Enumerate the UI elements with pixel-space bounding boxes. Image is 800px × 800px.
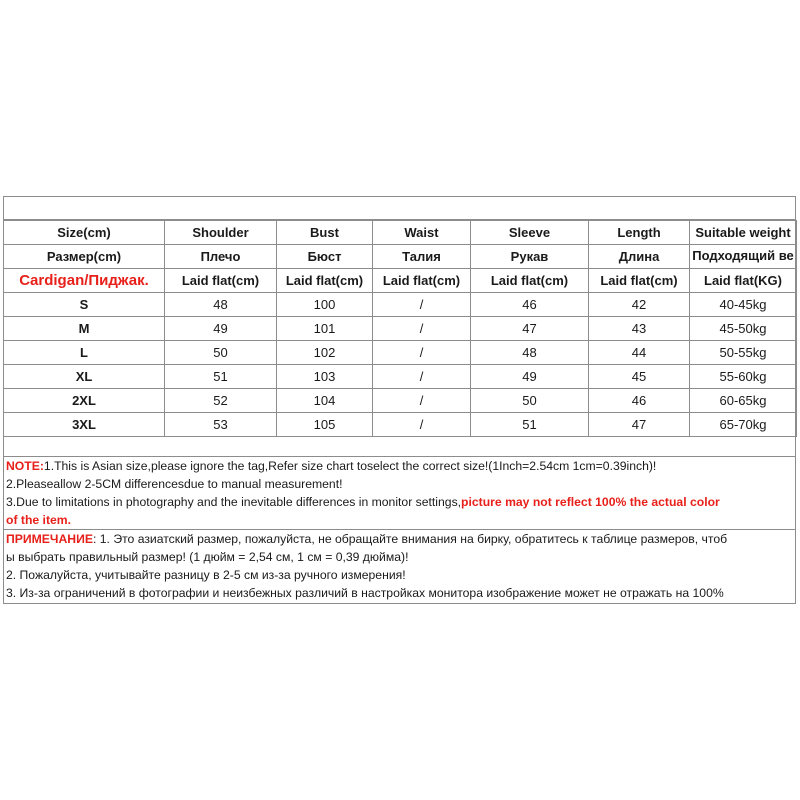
ru-note-line-2: [3, 548, 796, 566]
note-text-2: 2.Pleaseallow 2-5CM differencesdue to manual measurement!: [6, 477, 343, 491]
cell-length: 47: [589, 413, 690, 437]
note-text-3-emphasis-cont: of the item.: [6, 513, 72, 527]
size-chart-table: [3, 220, 797, 437]
cell-length: 45: [589, 365, 690, 389]
cell-bust: 101: [277, 317, 373, 341]
cell-shoulder: 51: [165, 365, 277, 389]
cell-size: M: [4, 317, 165, 341]
cell-sleeve: Laid flat(cm): [471, 269, 589, 293]
ru-note-text-3: 3. Из-за ограничений в фотографии и неизбежных различий в настройках монитора изображение может не отражать на 100%: [6, 586, 724, 600]
cell-weight: 60-65kg: [690, 389, 797, 413]
cell-size: Размер(cm): [4, 245, 165, 269]
cell-weight: 50-55kg: [690, 341, 797, 365]
note-line-2: [3, 475, 796, 493]
cell-length: Laid flat(cm): [589, 269, 690, 293]
table-row: [4, 365, 797, 389]
cell-weight: Laid flat(KG): [690, 269, 797, 293]
cell-length: 43: [589, 317, 690, 341]
cell-sleeve: Рукав: [471, 245, 589, 269]
ru-note-line-1: [3, 530, 796, 548]
cell-shoulder: Laid flat(cm): [165, 269, 277, 293]
cell-shoulder: Shoulder: [165, 221, 277, 245]
cell-size: 3XL: [4, 413, 165, 437]
blank-header-row: [3, 196, 796, 220]
table-row: [4, 341, 797, 365]
cell-length: Длина: [589, 245, 690, 269]
ru-note-line-4: [3, 584, 796, 602]
cell-size: Size(cm): [4, 221, 165, 245]
cell-shoulder: 53: [165, 413, 277, 437]
cell-bust: Бюст: [277, 245, 373, 269]
cell-sleeve: 46: [471, 293, 589, 317]
cell-shoulder: 48: [165, 293, 277, 317]
cell-size: Cardigan/Пиджак.: [4, 269, 165, 293]
table-row: [4, 293, 797, 317]
ru-note-text-1b: ы выбрать правильный размер! (1 дюйм = 2,54 см, 1 см = 0,39 дюйма)!: [6, 550, 409, 564]
cell-waist: /: [373, 317, 471, 341]
cell-bust: Bust: [277, 221, 373, 245]
cell-weight: 45-50kg: [690, 317, 797, 341]
ru-note-label: ПРИМЕЧАНИЕ: [6, 532, 93, 546]
method-row: [4, 269, 797, 293]
cell-size: XL: [4, 365, 165, 389]
cell-waist: Laid flat(cm): [373, 269, 471, 293]
cell-length: Length: [589, 221, 690, 245]
note-label: NOTE:: [6, 459, 44, 473]
cell-weight-text: Подходящий ве: [692, 248, 794, 263]
cell-waist: /: [373, 293, 471, 317]
cell-size: S: [4, 293, 165, 317]
cell-sleeve: 48: [471, 341, 589, 365]
cell-sleeve: 47: [471, 317, 589, 341]
ru-note-text-2: 2. Пожалуйста, учитывайте разницу в 2-5 см из-за ручного измерения!: [6, 568, 406, 582]
cell-waist: Waist: [373, 221, 471, 245]
note-text-3-emphasis: picture may not reflect 100% the actual color: [461, 495, 720, 509]
cell-shoulder: 50: [165, 341, 277, 365]
header-row-en: [4, 221, 797, 245]
note-text-1: 1.This is Asian size,please ignore the tag,Refer size chart toselect the correct size!(1Inch=2.54cm 1cm=0.39inch)!: [43, 459, 657, 473]
cell-waist: Талия: [373, 245, 471, 269]
cell-length: 44: [589, 341, 690, 365]
cell-waist: /: [373, 413, 471, 437]
ru-note-text-1a: : 1. Это азиатский размер, пожалуйста, не обращайте внимания на бирку, обратитесь к таблице размеров, чтоб: [93, 532, 728, 546]
cell-weight: 40-45kg: [690, 293, 797, 317]
cell-sleeve: Sleeve: [471, 221, 589, 245]
cell-sleeve: 49: [471, 365, 589, 389]
note-text-3: 3.Due to limitations in photography and the inevitable differences in monitor settings,: [6, 495, 462, 509]
cell-size: 2XL: [4, 389, 165, 413]
cell-waist: /: [373, 341, 471, 365]
cell-shoulder: 49: [165, 317, 277, 341]
cell-bust: 100: [277, 293, 373, 317]
ru-note-line-3: [3, 566, 796, 584]
note-line-1: [3, 457, 796, 475]
cell-sleeve: 50: [471, 389, 589, 413]
cell-shoulder: 52: [165, 389, 277, 413]
cell-weight: Suitable weight: [690, 221, 797, 245]
cell-weight: [690, 245, 797, 269]
note-line-3: [3, 493, 796, 511]
cell-waist: /: [373, 365, 471, 389]
cell-bust: 102: [277, 341, 373, 365]
cell-size: L: [4, 341, 165, 365]
cell-bust: 103: [277, 365, 373, 389]
note-line-4: [3, 511, 796, 530]
cell-sleeve: 51: [471, 413, 589, 437]
cell-bust: 105: [277, 413, 373, 437]
table-row: [4, 389, 797, 413]
cell-weight: 65-70kg: [690, 413, 797, 437]
cell-shoulder: Плечо: [165, 245, 277, 269]
cell-waist: /: [373, 389, 471, 413]
cell-bust: Laid flat(cm): [277, 269, 373, 293]
cell-length: 46: [589, 389, 690, 413]
notes-section: [3, 456, 796, 604]
cell-weight: 55-60kg: [690, 365, 797, 389]
cell-bust: 104: [277, 389, 373, 413]
cell-length: 42: [589, 293, 690, 317]
table-row: [4, 413, 797, 437]
table-row: [4, 317, 797, 341]
header-row-ru: [4, 245, 797, 269]
